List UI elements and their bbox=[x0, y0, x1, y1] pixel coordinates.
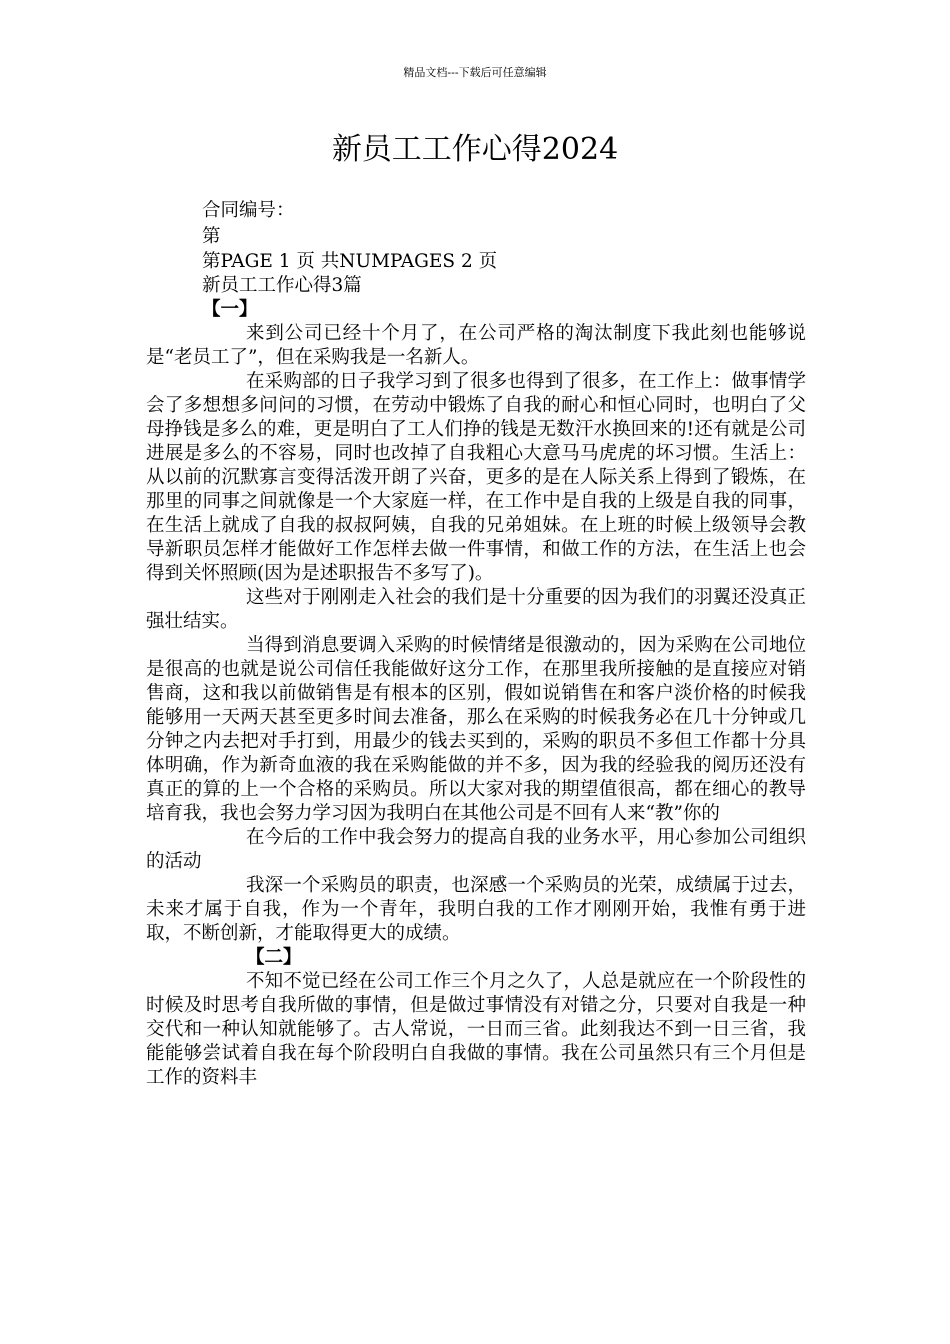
paragraph: 这些对于刚刚走入社会的我们是十分重要的因为我们的羽翼还没真正强壮结实。 bbox=[146, 587, 806, 632]
page-header: 精品文档---下载后可任意编辑 bbox=[403, 66, 547, 79]
paragraph: 来到公司已经十个月了，在公司严格的淘汰制度下我此刻也能够说是“老员工了”，但在采购我是一名新人。 bbox=[146, 323, 806, 368]
paragraph: 在今后的工作中我会努力的提高自我的业务水平，用心参加公司组织的活动 bbox=[146, 827, 806, 872]
document-title: 新员工工作心得2024 bbox=[331, 132, 619, 167]
section-heading: 【一】 bbox=[202, 299, 258, 320]
section-one bbox=[146, 298, 806, 946]
paragraph: 在采购部的日子我学习到了很多也得到了很多，在工作上：做事情学会了多想想多问问的习惯，在劳动中锻炼了自我的耐心和恒心同时，也明白了父母挣钱是多么的难，更是明白了工人们挣的钱是无数汗水换回来的!还有就是公司进展是多么的不容易，同时也改掉了自我粗心大意马马虎虎的坏习惯。生活上：从以前的沉默寡言变得活泼开朗了兴奋，更多的是在人际关系上得到了锻炼，在那里的同事之间就像是一个大家庭一样，在工作中是自我的上级是自我的同事，在生活上就成了自我的叔叔阿姨，自我的兄弟姐妹。在上班的时候上级领导会教导新职员怎样才能做好工作怎样去做一件事情，和做工作的方法，在生活上也会得到关怀照顾(因为是述职报告不多写了)。 bbox=[146, 371, 806, 584]
paragraph: 不知不觉已经在公司工作三个月之久了，人总是就应在一个阶段性的时候及时思考自我所做的事情，但是做过事情没有对错之分，只要对自我是一种交代和一种认知就能够了。古人常说，一日而三省。此刻我达不到一日三省，我能能够尝试着自我在每个阶段明白自我做的事情。我在公司虽然只有三个月但是工作的资料丰 bbox=[146, 971, 806, 1088]
contract-number-label: 合同编号： bbox=[202, 200, 295, 221]
section-two bbox=[146, 946, 806, 1090]
document-body bbox=[146, 298, 806, 1090]
document-subtitle: 新员工工作心得3篇 bbox=[202, 275, 362, 296]
paragraph: 当得到消息要调入采购的时候情绪是很激动的，因为采购在公司地位是很高的也就是说公司信任我能做好这分工作，在那里我所接触的是直接应对销售商，这和我以前做销售是有根本的区别，假如说销售在和客户淡价格的时候我能够用一天两天甚至更多时间去准备，那么在采购的时候我务必在几十分钟或几分钟之内去把对手打到，用最少的钱去买到的，采购的职员不多但工作都十分具体明确，作为新奇血液的我在采购能做的并不多，因为我的经验我的阅历还没有真正的算的上一个合格的采购员。所以大家对我的期望值很高，都在细心的教导培育我，我也会努力学习因为我明白在其他公司是不回有人来“教”你的 bbox=[146, 635, 806, 824]
page-prefix: 第 bbox=[202, 226, 221, 247]
section-heading: 【二】 bbox=[246, 947, 302, 968]
page-field-line: 第PAGE 1 页 共NUMPAGES 2 页 bbox=[202, 251, 498, 272]
paragraph: 我深一个采购员的职责，也深感一个采购员的光荣，成绩属于过去，未来才属于自我，作为一个青年，我明白我的工作才刚刚开始，我惟有勇于进取，不断创新，才能取得更大的成绩。 bbox=[146, 875, 806, 944]
